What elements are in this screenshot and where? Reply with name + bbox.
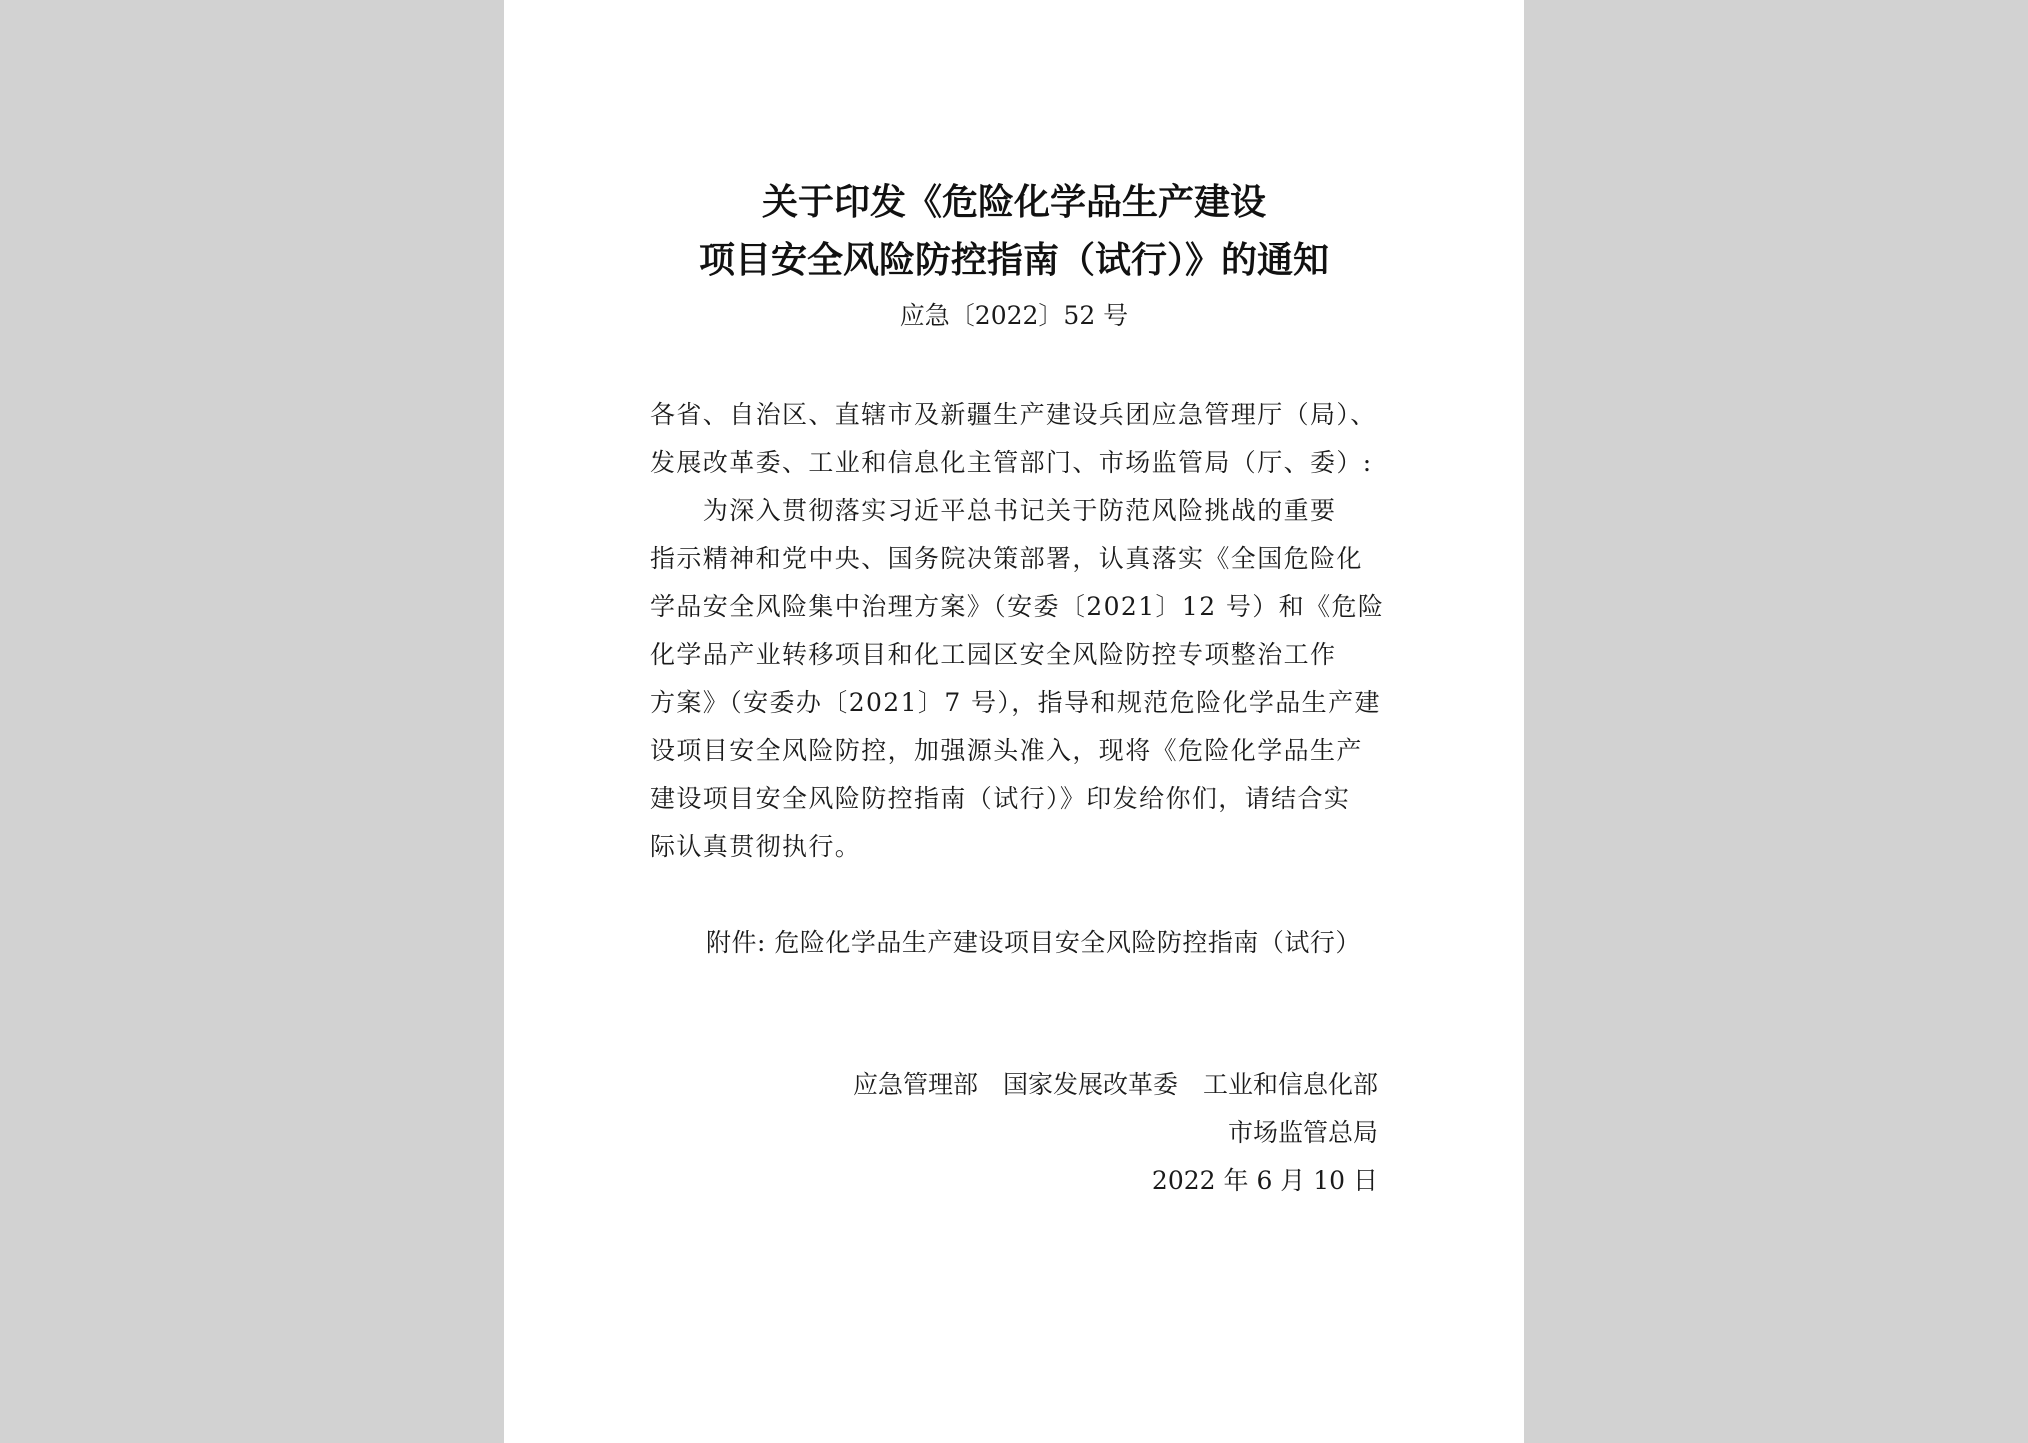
- body-line-3: 学品安全风险集中治理方案》（安委〔2021〕12 号）和《危险: [650, 592, 1385, 621]
- issuing-agency-line-2: 市场监管总局: [1227, 1118, 1378, 1147]
- document-number: 应急〔2022〕52 号: [899, 301, 1129, 330]
- body-line-8: 际认真贯彻执行。: [650, 832, 862, 861]
- issuing-agencies: 应急管理部 国家发展改革委 工业和信息化部: [852, 1070, 1378, 1099]
- attachment-line: 附件: 危险化学品生产建设项目安全风险防控指南（试行）: [706, 928, 1361, 957]
- body-line-4: 化学品产业转移项目和化工园区安全风险防控专项整治工作: [650, 640, 1337, 669]
- recipient-line-2: 发展改革委、工业和信息化主管部门、市场监管局（厅、委）:: [650, 448, 1373, 477]
- body-line-6: 设项目安全风险防控，加强源头准入，现将《危险化学品生产: [650, 736, 1363, 765]
- body-line-7: 建设项目安全风险防控指南（试行）》印发给你们，请结合实: [650, 784, 1351, 813]
- issue-date: 2022 年 6 月 10 日: [1151, 1166, 1378, 1195]
- recipient-line-1: 各省、自治区、直辖市及新疆生产建设兵团应急管理厅（局）、: [650, 400, 1377, 429]
- document-page: [504, 0, 1524, 1443]
- title-line-1: 关于印发《危险化学品生产建设: [761, 181, 1266, 223]
- body-line-1: 为深入贯彻落实习近平总书记关于防范风险挑战的重要: [650, 496, 1337, 525]
- title-line-2: 项目安全风险防控指南（试行）》的通知: [698, 239, 1329, 281]
- body-line-5: 方案》（安委办〔2021〕7 号），指导和规范危险化学品生产建: [650, 688, 1381, 717]
- body-line-2: 指示精神和党中央、国务院决策部署，认真落实《全国危险化: [650, 544, 1363, 573]
